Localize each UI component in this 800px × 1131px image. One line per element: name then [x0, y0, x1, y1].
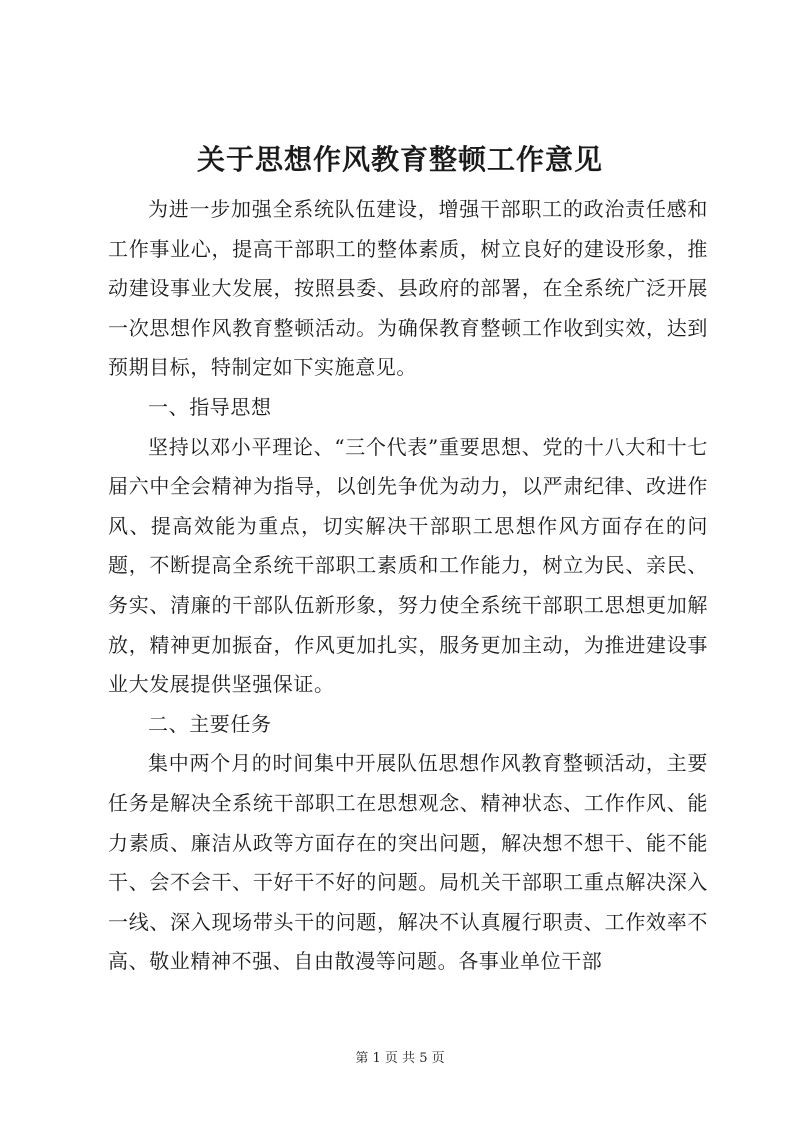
main-tasks-paragraph: 集中两个月的时间集中开展队伍思想作风教育整顿活动，主要任务是解决全系统干部职工在思想观念、精神状态、工作作风、能力素质、廉洁从政等方面存在的突出问题，解决想不想干、能不能干、会不会干、干好干不好的问题。局机关干部职工重点解决深入一线、深入现场带头干的问题，解决不认真履行职责、工作效率不高、敬业精神不强、自由散漫等问题。各事业单位干部 [108, 751, 708, 974]
document-body [108, 190, 708, 982]
page-number-footer: 第 1 页 共 5 页 [355, 1051, 445, 1066]
intro-paragraph: 为进一步加强全系统队伍建设，增强干部职工的政治责任感和工作事业心，提高干部职工的整体素质，树立良好的建设形象，推动建设事业大发展，按照县委、县政府的部署，在全系统广泛开展一次思想作风教育整顿活动。为确保教育整顿工作收到实效，达到预期目标，特制定如下实施意见。 [108, 197, 708, 380]
section-heading-main-tasks: 二、主要任务 [148, 711, 272, 736]
document-title: 关于思想作风教育整顿工作意见 [196, 143, 603, 176]
guiding-ideology-paragraph: 坚持以邓小平理论、“三个代表”重要思想、党的十八大和十七届六中全会精神为指导，以创先争优为动力，以严肃纪律、改进作风、提高效能为重点，切实解决干部职工思想作风方面存在的问题，不断提高全系统干部职工素质和工作能力，树立为民、亲民、务实、清廉的干部队伍新形象，努力使全系统干部职工思想更加解放，精神更加振奋，作风更加扎实，服务更加主动，为推进建设事业大发展提供坚强保证。 [108, 434, 708, 697]
section-heading-guiding-ideology: 一、指导思想 [148, 394, 272, 419]
